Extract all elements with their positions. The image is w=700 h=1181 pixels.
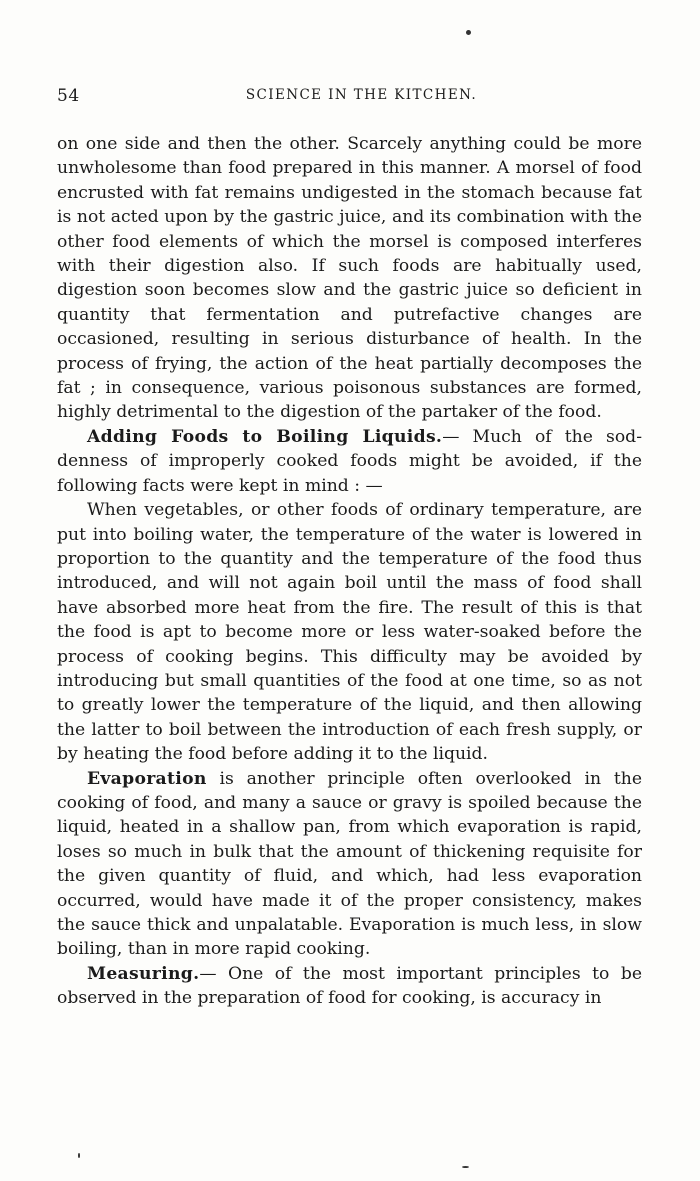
ink-speck [78, 1153, 80, 1158]
ink-speck [462, 1166, 469, 1168]
paragraph-evaporation [57, 767, 642, 962]
body-text [57, 132, 642, 1011]
paragraph-text: — One of the most important principles to be observed in the preparation of food for cooking, is accuracy in [57, 963, 642, 1009]
paragraph-text: on one side and then the other. Scarcely anything could be more unwholesome than food prepared in this manner. A morsel of food encrusted with fat remains undigested in the stomach because fat is not acted upon by the gastric juice, and its combination with the other food elements of which the morsel is composed interferes with their digestion also. If such foods are habitually used, digestion soon becomes slow and the gastric juice so deficient in quantity that fermentation and putrefactive changes are occasioned, resulting in serious disturbance of health. In the process of frying, the action of the heat partially decomposes the fat ; in consequence, various poisonous substances are formed, highly detrimental to the digestion of the partaker of the food. [57, 134, 642, 423]
paragraph-text: is another principle often overlooked in the cooking of food, and many a sauce or gravy is spoiled because the liquid, heated in a shallow pan, from which evaporation is rapid, loses so much in bulk that the amount of thickening requisite for the given quantity of fluid, and which, had less evaporation occurred, would have made it of the proper consistency, makes the sauce thick and unpalatable. Evaporation is much less, in slow boiling, than in more rapid cooking. [57, 768, 642, 960]
running-head: SCIENCE IN THE KITCHEN. [245, 87, 478, 103]
page-header [57, 86, 642, 116]
book-page [57, 86, 642, 1011]
paragraph-measuring [57, 962, 642, 1011]
section-heading-measuring: Measuring. [87, 963, 200, 984]
page-number: 54 [57, 86, 80, 106]
paragraph-adding-foods [57, 425, 642, 498]
section-heading-evaporation: Evaporation [87, 768, 207, 789]
paragraph-continuation [57, 132, 642, 425]
ink-speck [466, 30, 471, 35]
paragraph-text: When vegetables, or other foods of ordinary temperature, are put into boiling water, the temperature of the water is lowered in proportion to the quantity and the temperature of the food thus introduced, and will not again boil until the mass of food shall have absorbed more heat from the fire. The result of this is that the food is apt to become more or less water-soaked before the process of cooking begins. This difficulty may be avoided by introducing but small quantities of the food at one time, so as not to greatly lower the temperature of the liquid, and then allowing the latter to boil between the introduction of each fresh supply, or by heating the food before adding it to the liquid. [57, 500, 642, 765]
paragraph-text: — Much of the soddenness of improperly cooked foods might be avoided, if the following facts were kept in mind : — [57, 426, 642, 496]
paragraph-vegetables [57, 498, 642, 766]
section-heading-adding-foods: Adding Foods to Boiling Liquids. [87, 426, 443, 447]
